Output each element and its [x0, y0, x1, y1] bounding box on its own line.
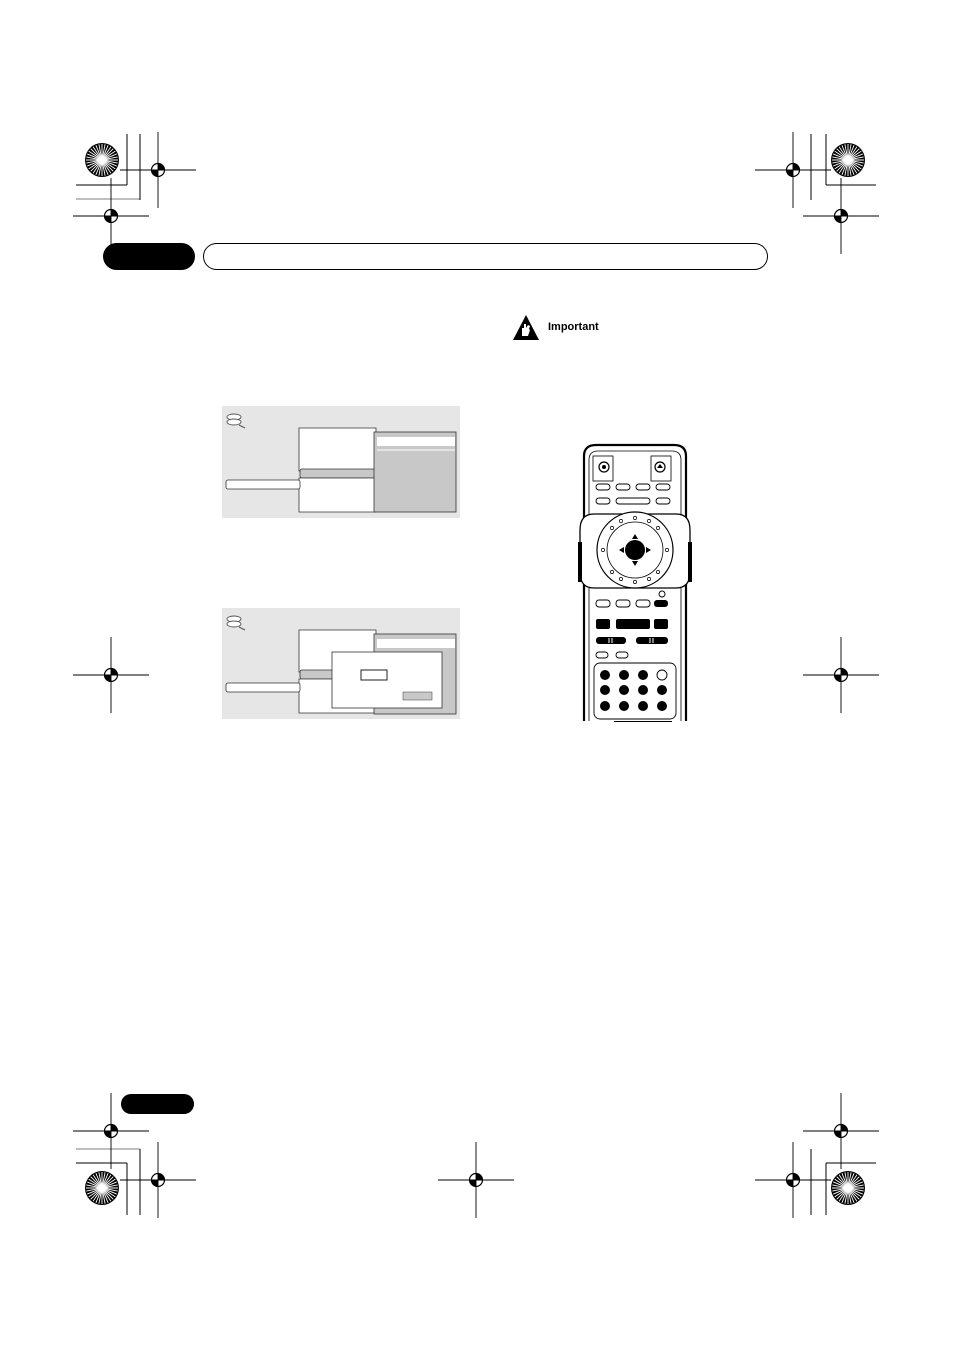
important-label: Important	[548, 321, 599, 333]
remote-control-icon	[576, 442, 694, 722]
hand-warning-icon	[511, 313, 541, 343]
chapter-title-bar	[203, 243, 768, 270]
menu-screen-2	[222, 608, 460, 719]
page-number-tab	[121, 1094, 194, 1114]
important-note	[511, 313, 651, 343]
chapter-tab	[103, 243, 195, 270]
menu-screen-1	[222, 406, 460, 518]
